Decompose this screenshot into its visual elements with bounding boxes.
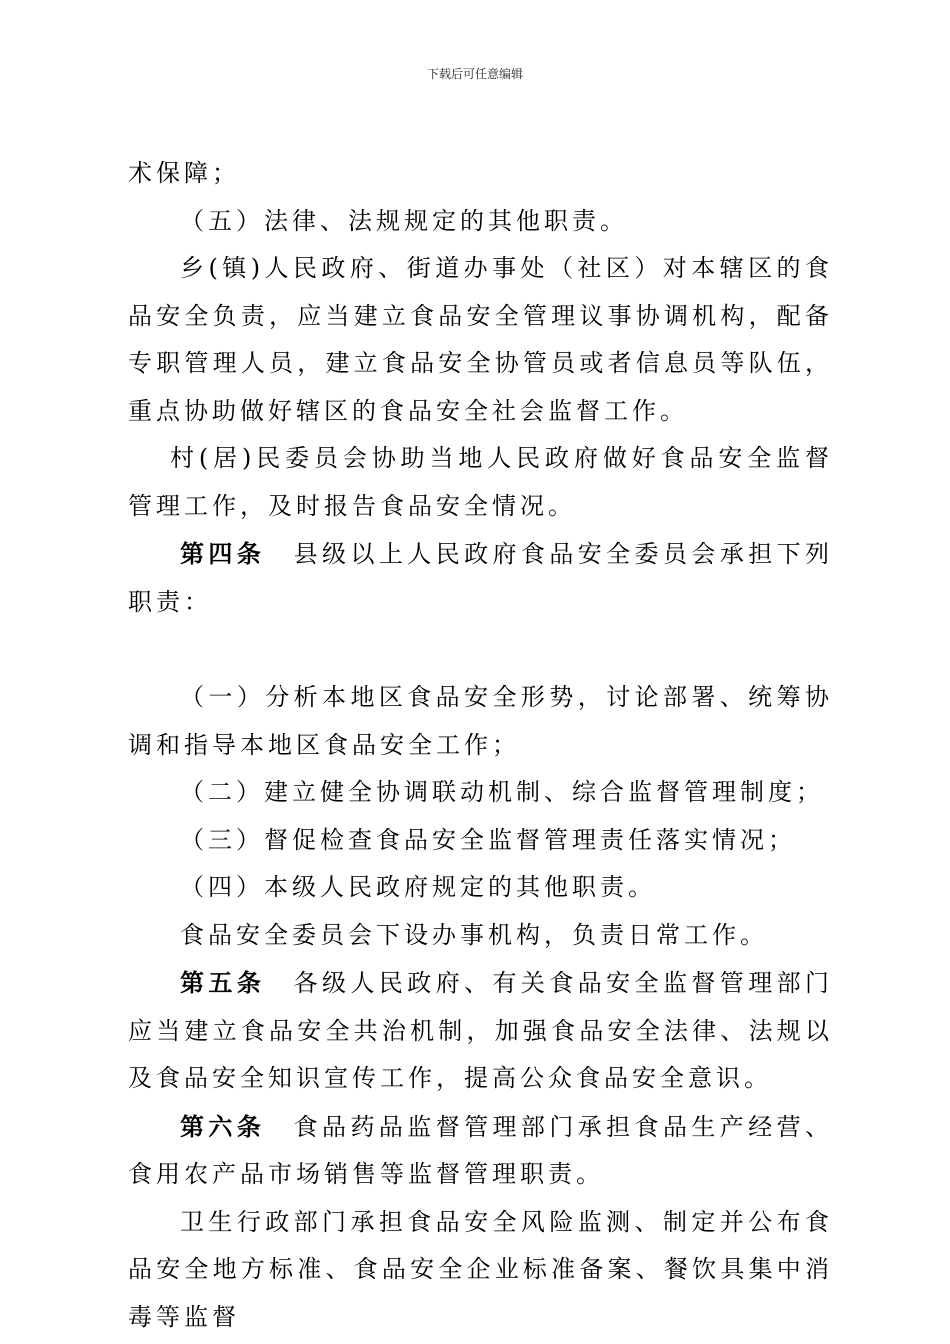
paragraph: 术保障； [128,159,240,187]
article-6-title: 第六条 [180,1111,266,1141]
article-4-title: 第四条 [180,539,266,568]
paragraph: 乡(镇)人民政府、街道办事处（社区）对本辖区的食品安全负责，应当建立食品安全管理议事协调机构，配备专职管理人员，建立食品安全协管员或者信息员等队伍，重点协助做好辖区的食品安全社会监督工作。 [128,254,833,425]
paragraph: （一）分析本地区食品安全形势，讨论部署、统筹协调和指导本地区食品安全工作； [128,683,833,759]
paragraph: 食品安全委员会下设办事机构，负责日常工作。 [180,920,768,949]
paragraph: 村(居)民委员会协助当地人民政府做好食品安全监督管理工作，及时报告食品安全情况。 [128,444,833,520]
article-5-title: 第五条 [180,968,266,997]
paragraph: 卫生行政部门承担食品安全风险监测、制定并公布食品安全地方标准、食品安全企业标准备案、餐饮具集中消毒等监督 [128,1207,833,1331]
paragraph: （四）本级人民政府规定的其他职责。 [180,873,656,901]
paragraph: （三）督促检查食品安全监督管理责任落实情况； [180,825,796,854]
article-4-text: 县级以上人民政府食品安全委员会承担下列职责： [128,540,834,616]
article-6-text: 食品药品监督管理部门承担食品生产经营、食用农产品市场销售等监督管理职责。 [128,1112,834,1188]
article-6 [128,1103,833,1199]
paragraph: （五）法律、法规规定的其他职责。 [180,206,628,235]
document-body [128,150,833,1341]
paragraph: （二）建立健全协调联动机制、综合监督管理制度； [180,778,824,806]
article-5 [128,959,833,1103]
article-4 [128,530,833,626]
article-5-text: 各级人民政府、有关食品安全监督管理部门应当建立食品安全共治机制，加强食品安全法律、法规以及食品安全知识宣传工作，提高公众食品安全意识。 [128,969,834,1092]
blank-gap [128,626,833,674]
page-header: 下载后可任意编辑 [426,67,523,81]
